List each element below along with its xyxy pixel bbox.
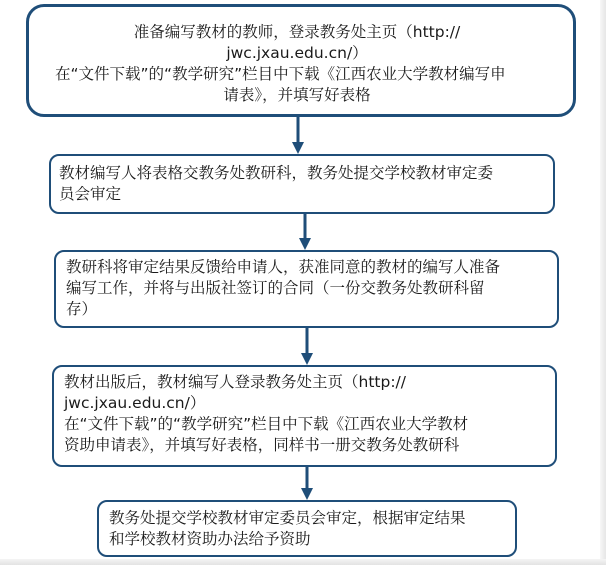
arrow-3-to-4 xyxy=(300,328,314,365)
step-3-line-1: 教研科将审定结果反馈给申请人，获准同意的教材的编写人准备 xyxy=(66,258,501,276)
step-3-line-3: 存） xyxy=(66,300,98,318)
step-5-line-2: 和学校教材资助办法给予资助 xyxy=(109,530,311,548)
step-3-line-2: 编写工作，并将与出版社签订的合同（一份交教务处教研科留 xyxy=(66,279,485,297)
arrow-4-to-5 xyxy=(300,467,314,500)
step-1-line-1: 准备编写教材的教师，登录教务处主页（http:// xyxy=(133,23,461,41)
step-5-box xyxy=(97,500,517,557)
step-5-line-1: 教务处提交学校教材审定委员会审定，根据审定结果 xyxy=(109,509,466,527)
arrow-2-to-3 xyxy=(298,214,312,250)
step-4-line-2: jwc.jxau.edu.cn/） xyxy=(64,394,206,412)
step-2-line-1: 教材编写人将表格交教务处教研科，教务处提交学校教材审定委 xyxy=(59,164,494,182)
step-1-line-3: 在“文件下载”的“教学研究”栏目中下载《江西农业大学教材编写申 xyxy=(55,65,506,83)
step-4-box xyxy=(52,365,557,467)
step-2-line-2: 员会审定 xyxy=(59,185,122,203)
step-1-line-2: jwc.jxau.edu.cn/） xyxy=(226,44,368,62)
bottom-edge-shade xyxy=(0,559,606,565)
step-4-line-1: 教材出版后，教材编写人登录教务处主页（http:// xyxy=(64,373,406,391)
step-2-box xyxy=(49,154,555,214)
right-edge-shade xyxy=(600,0,606,565)
step-4-line-4: 资助申请表》，并填写好表格，同样书一册交教务处教研科 xyxy=(64,436,460,454)
step-4-line-3: 在“文件下载”的“教学研究”栏目中下载《江西农业大学教材 xyxy=(64,415,469,433)
arrow-1-to-2 xyxy=(291,117,305,154)
step-1-line-4: 请表》，并填写好表格 xyxy=(223,86,371,104)
step-3-box xyxy=(54,250,559,328)
step-1-box xyxy=(26,4,576,117)
